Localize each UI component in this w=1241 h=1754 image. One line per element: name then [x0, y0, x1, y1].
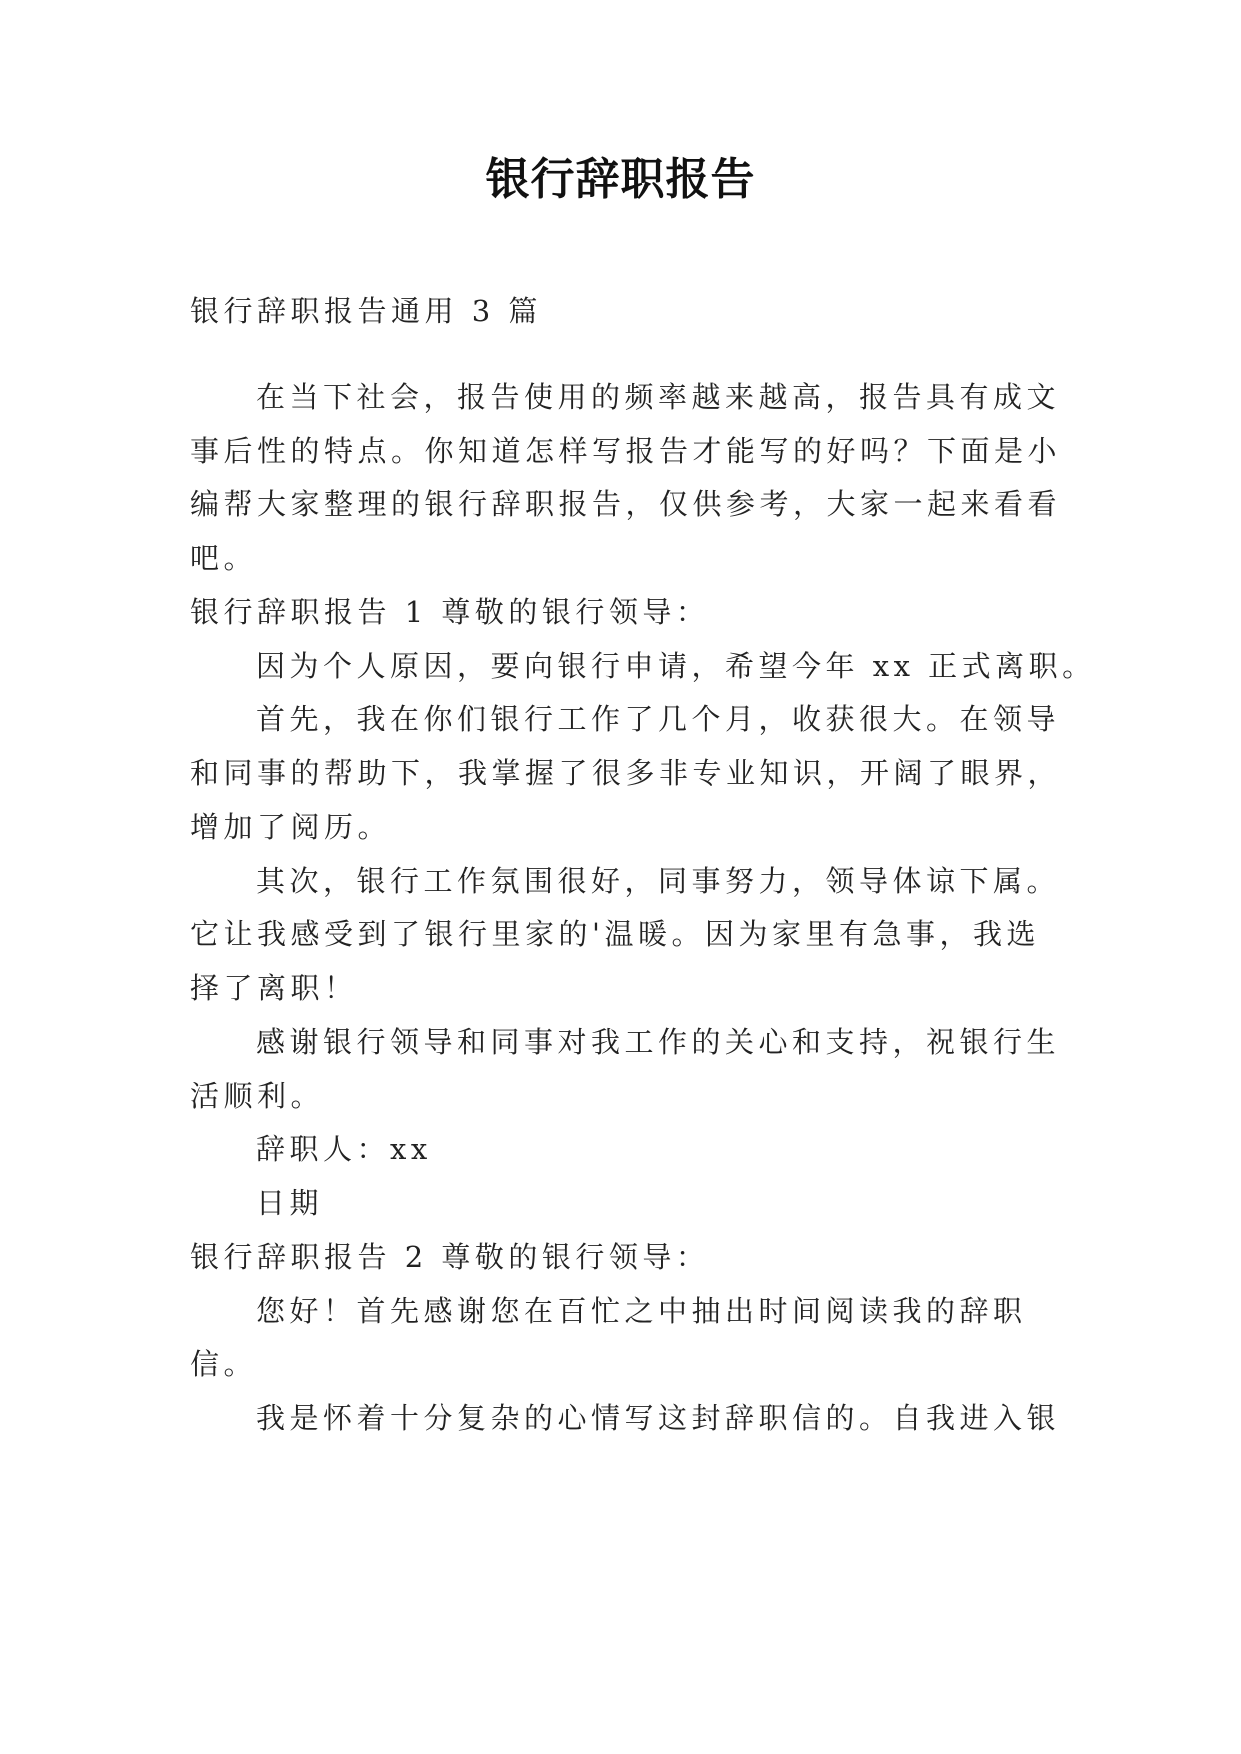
- report1-date: 日期: [256, 1186, 324, 1220]
- report1-p2-line-2: 和同事的帮助下，我掌握了很多非专业知识，开阔了眼界，: [190, 756, 1062, 790]
- report2-p2-line-1: 我是怀着十分复杂的心情写这封辞职信的。自我进入银: [256, 1401, 1061, 1435]
- intro-line-1: 在当下社会，报告使用的频率越来越高，报告具有成文: [256, 380, 1061, 414]
- report1-p3-line-2: 它让我感受到了银行里家的'温暖。因为家里有急事，我选: [190, 917, 1040, 951]
- report1-p2-line-3: 增加了阅历。: [190, 810, 392, 844]
- report1-p4-line-1: 感谢银行领导和同事对我工作的关心和支持，祝银行生: [256, 1025, 1061, 1059]
- report1-signer: 辞职人：xx: [256, 1132, 432, 1166]
- intro-line-4: 吧。: [190, 541, 258, 575]
- document-title: 银行辞职报告: [485, 154, 756, 205]
- report2-p1-line-2: 信。: [190, 1347, 258, 1381]
- document-subtitle: 银行辞职报告通用 3 篇: [190, 294, 542, 328]
- report1-heading: 银行辞职报告 1 尊敬的银行领导：: [190, 595, 710, 629]
- intro-line-3: 编帮大家整理的银行辞职报告，仅供参考，大家一起来看看: [190, 487, 1062, 521]
- intro-line-2: 事后性的特点。你知道怎样写报告才能写的好吗？下面是小: [190, 434, 1062, 468]
- report2-p1-line-1: 您好！首先感谢您在百忙之中抽出时间阅读我的辞职: [256, 1294, 1027, 1328]
- report1-p2-line-1: 首先，我在你们银行工作了几个月，收获很大。在领导: [256, 702, 1061, 736]
- report1-p4-line-2: 活顺利。: [190, 1079, 325, 1113]
- report1-p3-line-1: 其次，银行工作氛围很好，同事努力，领导体谅下属。: [256, 864, 1061, 898]
- report1-p1: 因为个人原因，要向银行申请，希望今年 xx 正式离职。: [256, 649, 1096, 683]
- report1-p3-line-3: 择了离职！: [190, 971, 358, 1005]
- report2-heading: 银行辞职报告 2 尊敬的银行领导：: [190, 1240, 710, 1274]
